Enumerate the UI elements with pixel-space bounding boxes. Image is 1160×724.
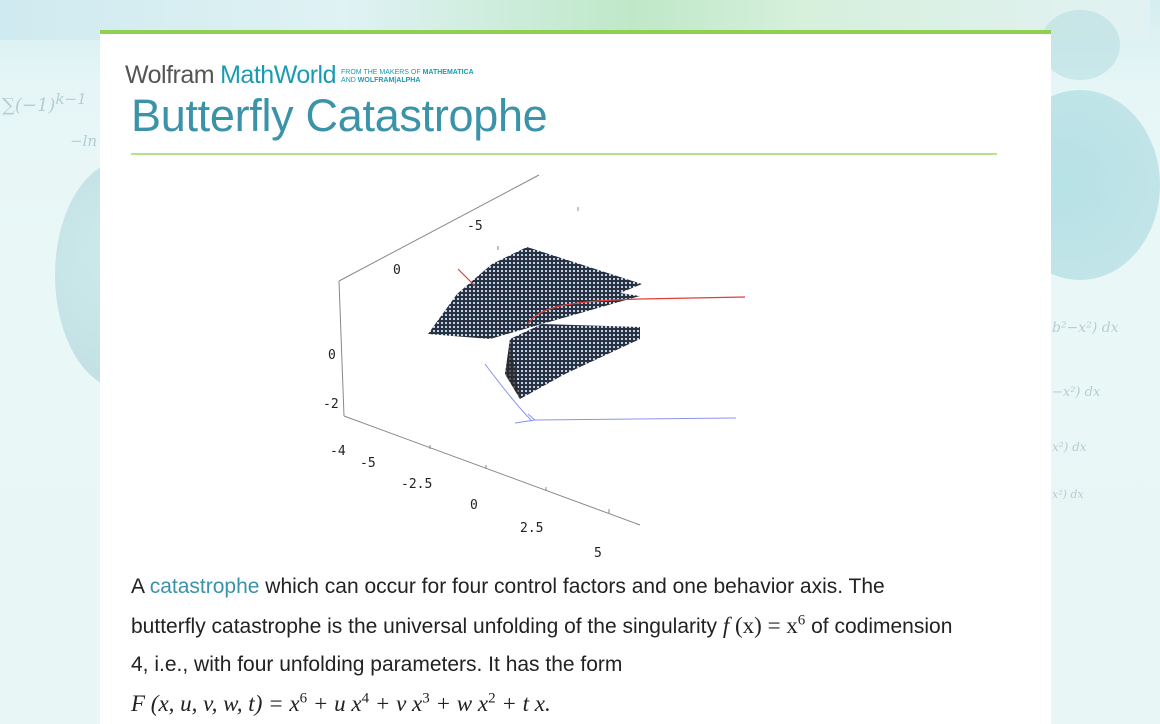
tick-y-minus5: -5 [467,219,483,234]
background-formula-right-3: x²) dx [1052,440,1087,454]
text: which can occur for four control factors and one behavior axis. The butterfly catastrophe is the universal unfolding of the singularity [131,575,885,638]
formula-f: f [722,612,730,638]
tagline-mathematica: MATHEMATICA [422,68,474,76]
formula-exp: 6 [797,611,806,628]
background-formula-right-4: x²) dx [1052,488,1084,501]
formula-exp: 3 [422,689,430,706]
formula-exp: 2 [488,689,496,706]
formula-exp: 4 [361,689,370,706]
tick-y-0: 0 [393,263,401,278]
tick-x-minus2p5: -2.5 [401,477,433,492]
tick-z-minus4: -4 [330,444,346,459]
butterfly-3d-plot [320,169,760,561]
formula-arg: (x) [734,612,762,638]
tagline-text-2: AND [341,76,358,84]
formula-part: + t x. [495,690,551,716]
content-card [100,30,1051,724]
tick-z-minus2: -2 [323,397,339,412]
singularity-formula [723,613,805,638]
formula-part: + v x [369,690,423,716]
text: of codimension 4, i.e., with four unfolding parameters. It has the form [131,614,953,676]
tick-x-5: 5 [594,546,602,561]
tagline-wolframalpha: WOLFRAM|ALPHA [357,76,421,84]
description-paragraph [131,568,961,724]
unfolding-formula [131,691,551,716]
tagline-text: FROM THE MAKERS OF [341,68,423,76]
surface-mesh [428,247,642,399]
formula-exp: 6 [299,689,308,706]
page-title: Butterfly Catastrophe [131,90,548,141]
background-formula-right: b²−x²) dx [1052,320,1119,336]
formula-part: + w x [429,690,489,716]
formula-part: + u x [307,690,362,716]
tick-x-2p5: 2.5 [520,521,544,536]
background-formula-left-2: −ln [70,132,98,150]
brand-mathworld: MathWorld [220,61,337,89]
tick-z-0: 0 [328,348,336,363]
tick-x-0: 0 [470,498,478,513]
background-decoration-right-2 [1040,10,1120,80]
mathworld-logo[interactable] [125,61,474,90]
catastrophe-link[interactable]: catastrophe [149,575,260,598]
background-formula-left: $\sum(-1)^{k-1}$ [2,90,87,116]
title-divider [131,153,997,155]
brand-wolfram: Wolfram [125,61,215,89]
text: A [131,575,150,598]
tick-x-minus5: -5 [360,456,376,471]
formula-eq: = x [761,612,798,638]
formula-part: F (x, u, v, w, t) = x [131,690,300,716]
brand-tagline [341,69,474,85]
background-formula-right-2: −x²) dx [1052,385,1101,400]
